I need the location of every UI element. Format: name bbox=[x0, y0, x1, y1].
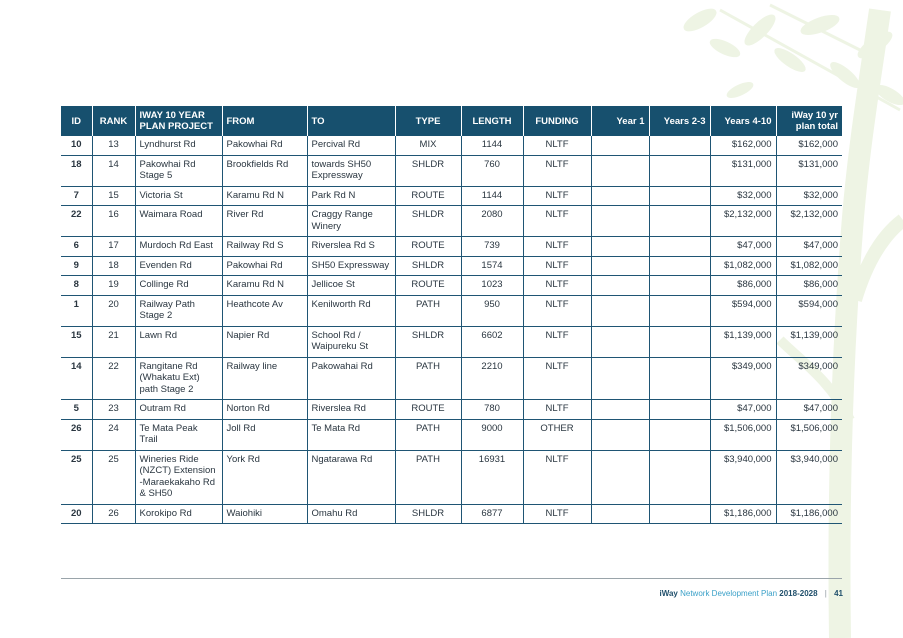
col-header-years-2-3: Years 2-3 bbox=[649, 106, 710, 136]
cell-year-1 bbox=[591, 206, 649, 237]
project-table bbox=[61, 106, 842, 524]
table-row bbox=[61, 206, 842, 237]
table-row bbox=[61, 237, 842, 257]
cell-funding: NLTF bbox=[523, 276, 591, 296]
cell-to: Percival Rd bbox=[307, 136, 395, 155]
cell-funding: NLTF bbox=[523, 136, 591, 155]
cell-project: Wineries Ride (NZCT) Extension -Maraekakaho Rd & SH50 bbox=[135, 450, 222, 504]
table-row bbox=[61, 155, 842, 186]
cell-year-1 bbox=[591, 237, 649, 257]
cell-funding: NLTF bbox=[523, 450, 591, 504]
cell-id: 18 bbox=[61, 155, 92, 186]
cell-id: 14 bbox=[61, 357, 92, 400]
cell-years-4-10: $1,186,000 bbox=[710, 504, 776, 524]
cell-plan-total: $131,000 bbox=[776, 155, 842, 186]
cell-years-4-10: $86,000 bbox=[710, 276, 776, 296]
cell-rank: 23 bbox=[92, 400, 135, 420]
cell-year-1 bbox=[591, 186, 649, 206]
cell-id: 1 bbox=[61, 295, 92, 326]
cell-to: Riverslea Rd bbox=[307, 400, 395, 420]
cell-years-2-3 bbox=[649, 419, 710, 450]
cell-year-1 bbox=[591, 276, 649, 296]
cell-to: SH50 Expressway bbox=[307, 256, 395, 276]
cell-length: 9000 bbox=[461, 419, 523, 450]
cell-length: 1574 bbox=[461, 256, 523, 276]
cell-funding: NLTF bbox=[523, 504, 591, 524]
table-body bbox=[61, 136, 842, 524]
cell-years-4-10: $162,000 bbox=[710, 136, 776, 155]
col-header-project: IWAY 10 YEAR PLAN PROJECT bbox=[135, 106, 222, 136]
cell-to: Ngatarawa Rd bbox=[307, 450, 395, 504]
table-row bbox=[61, 256, 842, 276]
cell-id: 6 bbox=[61, 237, 92, 257]
cell-to: Park Rd N bbox=[307, 186, 395, 206]
cell-length: 1144 bbox=[461, 186, 523, 206]
col-header-length: LENGTH bbox=[461, 106, 523, 136]
cell-rank: 26 bbox=[92, 504, 135, 524]
cell-years-2-3 bbox=[649, 206, 710, 237]
cell-project: Pakowhai Rd Stage 5 bbox=[135, 155, 222, 186]
cell-length: 6877 bbox=[461, 504, 523, 524]
page-number: 41 bbox=[834, 589, 843, 598]
cell-project: Collinge Rd bbox=[135, 276, 222, 296]
cell-years-4-10: $32,000 bbox=[710, 186, 776, 206]
cell-type: ROUTE bbox=[395, 186, 461, 206]
cell-id: 5 bbox=[61, 400, 92, 420]
cell-type: ROUTE bbox=[395, 276, 461, 296]
cell-rank: 18 bbox=[92, 256, 135, 276]
cell-length: 1144 bbox=[461, 136, 523, 155]
cell-type: PATH bbox=[395, 450, 461, 504]
cell-length: 780 bbox=[461, 400, 523, 420]
cell-from: Heathcote Av bbox=[222, 295, 307, 326]
cell-to: Pakowahai Rd bbox=[307, 357, 395, 400]
cell-from: Karamu Rd N bbox=[222, 186, 307, 206]
cell-year-1 bbox=[591, 357, 649, 400]
cell-years-2-3 bbox=[649, 450, 710, 504]
cell-to: towards SH50 Expressway bbox=[307, 155, 395, 186]
cell-project: Outram Rd bbox=[135, 400, 222, 420]
table-row bbox=[61, 504, 842, 524]
table-row bbox=[61, 276, 842, 296]
footer-separator: | bbox=[824, 589, 827, 598]
cell-rank: 13 bbox=[92, 136, 135, 155]
cell-project: Korokipo Rd bbox=[135, 504, 222, 524]
cell-plan-total: $47,000 bbox=[776, 237, 842, 257]
cell-years-2-3 bbox=[649, 237, 710, 257]
cell-project: Rangitane Rd (Whakatu Ext) path Stage 2 bbox=[135, 357, 222, 400]
table-row bbox=[61, 450, 842, 504]
cell-to: Riverslea Rd S bbox=[307, 237, 395, 257]
cell-rank: 19 bbox=[92, 276, 135, 296]
cell-from: Railway line bbox=[222, 357, 307, 400]
cell-from: Brookfields Rd bbox=[222, 155, 307, 186]
col-header-type: TYPE bbox=[395, 106, 461, 136]
cell-length: 2080 bbox=[461, 206, 523, 237]
cell-plan-total: $2,132,000 bbox=[776, 206, 842, 237]
cell-rank: 14 bbox=[92, 155, 135, 186]
cell-type: SHLDR bbox=[395, 206, 461, 237]
cell-plan-total: $32,000 bbox=[776, 186, 842, 206]
cell-years-4-10: $47,000 bbox=[710, 400, 776, 420]
cell-plan-total: $1,186,000 bbox=[776, 504, 842, 524]
cell-to: Te Mata Rd bbox=[307, 419, 395, 450]
cell-years-4-10: $47,000 bbox=[710, 237, 776, 257]
cell-id: 10 bbox=[61, 136, 92, 155]
cell-years-2-3 bbox=[649, 400, 710, 420]
cell-plan-total: $86,000 bbox=[776, 276, 842, 296]
cell-from: Karamu Rd N bbox=[222, 276, 307, 296]
cell-plan-total: $162,000 bbox=[776, 136, 842, 155]
cell-project: Waimara Road bbox=[135, 206, 222, 237]
cell-year-1 bbox=[591, 295, 649, 326]
cell-id: 25 bbox=[61, 450, 92, 504]
cell-rank: 17 bbox=[92, 237, 135, 257]
cell-from: Pakowhai Rd bbox=[222, 136, 307, 155]
cell-years-4-10: $594,000 bbox=[710, 295, 776, 326]
cell-year-1 bbox=[591, 400, 649, 420]
cell-length: 739 bbox=[461, 237, 523, 257]
cell-to: School Rd / Waipureku St bbox=[307, 326, 395, 357]
cell-year-1 bbox=[591, 450, 649, 504]
cell-plan-total: $47,000 bbox=[776, 400, 842, 420]
footer-years: 2018-2028 bbox=[779, 589, 818, 598]
cell-length: 1023 bbox=[461, 276, 523, 296]
footer-divider bbox=[61, 578, 842, 579]
cell-length: 950 bbox=[461, 295, 523, 326]
cell-id: 20 bbox=[61, 504, 92, 524]
cell-plan-total: $349,000 bbox=[776, 357, 842, 400]
table-header-row bbox=[61, 106, 842, 136]
table-row bbox=[61, 326, 842, 357]
cell-rank: 22 bbox=[92, 357, 135, 400]
cell-to: Jellicoe St bbox=[307, 276, 395, 296]
cell-id: 26 bbox=[61, 419, 92, 450]
cell-years-2-3 bbox=[649, 186, 710, 206]
cell-years-2-3 bbox=[649, 256, 710, 276]
col-header-to: TO bbox=[307, 106, 395, 136]
cell-type: SHLDR bbox=[395, 155, 461, 186]
footer-brand: iWay bbox=[659, 589, 678, 598]
cell-project: Evenden Rd bbox=[135, 256, 222, 276]
cell-years-2-3 bbox=[649, 326, 710, 357]
cell-id: 7 bbox=[61, 186, 92, 206]
cell-length: 16931 bbox=[461, 450, 523, 504]
cell-plan-total: $3,940,000 bbox=[776, 450, 842, 504]
cell-years-4-10: $1,139,000 bbox=[710, 326, 776, 357]
cell-from: York Rd bbox=[222, 450, 307, 504]
cell-type: MIX bbox=[395, 136, 461, 155]
cell-years-4-10: $1,506,000 bbox=[710, 419, 776, 450]
cell-project: Lawn Rd bbox=[135, 326, 222, 357]
cell-from: Napier Rd bbox=[222, 326, 307, 357]
cell-id: 8 bbox=[61, 276, 92, 296]
cell-type: PATH bbox=[395, 357, 461, 400]
cell-year-1 bbox=[591, 419, 649, 450]
cell-years-2-3 bbox=[649, 155, 710, 186]
table-row bbox=[61, 136, 842, 155]
cell-years-2-3 bbox=[649, 276, 710, 296]
cell-to: Omahu Rd bbox=[307, 504, 395, 524]
cell-id: 9 bbox=[61, 256, 92, 276]
cell-funding: NLTF bbox=[523, 295, 591, 326]
footer-doc-title: Network Development Plan bbox=[680, 589, 778, 598]
table-row bbox=[61, 186, 842, 206]
cell-from: Waiohiki bbox=[222, 504, 307, 524]
cell-years-2-3 bbox=[649, 136, 710, 155]
cell-type: SHLDR bbox=[395, 326, 461, 357]
cell-plan-total: $594,000 bbox=[776, 295, 842, 326]
col-header-id: ID bbox=[61, 106, 92, 136]
cell-years-4-10: $349,000 bbox=[710, 357, 776, 400]
cell-funding: NLTF bbox=[523, 155, 591, 186]
cell-project: Railway Path Stage 2 bbox=[135, 295, 222, 326]
cell-plan-total: $1,082,000 bbox=[776, 256, 842, 276]
cell-funding: OTHER bbox=[523, 419, 591, 450]
cell-type: SHLDR bbox=[395, 504, 461, 524]
cell-project: Murdoch Rd East bbox=[135, 237, 222, 257]
cell-year-1 bbox=[591, 256, 649, 276]
cell-from: Railway Rd S bbox=[222, 237, 307, 257]
cell-rank: 15 bbox=[92, 186, 135, 206]
table-row bbox=[61, 419, 842, 450]
page-footer bbox=[660, 589, 844, 598]
cell-plan-total: $1,506,000 bbox=[776, 419, 842, 450]
cell-funding: NLTF bbox=[523, 256, 591, 276]
cell-from: River Rd bbox=[222, 206, 307, 237]
cell-rank: 21 bbox=[92, 326, 135, 357]
col-header-years-4-10: Years 4-10 bbox=[710, 106, 776, 136]
table-row bbox=[61, 357, 842, 400]
col-header-from: FROM bbox=[222, 106, 307, 136]
cell-project: Lyndhurst Rd bbox=[135, 136, 222, 155]
cell-length: 2210 bbox=[461, 357, 523, 400]
cell-funding: NLTF bbox=[523, 400, 591, 420]
table-row bbox=[61, 400, 842, 420]
cell-type: ROUTE bbox=[395, 400, 461, 420]
cell-funding: NLTF bbox=[523, 357, 591, 400]
cell-years-4-10: $2,132,000 bbox=[710, 206, 776, 237]
cell-project: Te Mata Peak Trail bbox=[135, 419, 222, 450]
cell-plan-total: $1,139,000 bbox=[776, 326, 842, 357]
cell-rank: 16 bbox=[92, 206, 135, 237]
cell-to: Kenilworth Rd bbox=[307, 295, 395, 326]
cell-id: 15 bbox=[61, 326, 92, 357]
cell-year-1 bbox=[591, 136, 649, 155]
cell-funding: NLTF bbox=[523, 237, 591, 257]
cell-length: 6602 bbox=[461, 326, 523, 357]
cell-year-1 bbox=[591, 504, 649, 524]
col-header-year-1: Year 1 bbox=[591, 106, 649, 136]
col-header-rank: RANK bbox=[92, 106, 135, 136]
cell-years-4-10: $3,940,000 bbox=[710, 450, 776, 504]
cell-length: 760 bbox=[461, 155, 523, 186]
cell-to: Craggy Range Winery bbox=[307, 206, 395, 237]
cell-rank: 24 bbox=[92, 419, 135, 450]
cell-funding: NLTF bbox=[523, 326, 591, 357]
cell-type: PATH bbox=[395, 419, 461, 450]
cell-funding: NLTF bbox=[523, 206, 591, 237]
cell-years-4-10: $131,000 bbox=[710, 155, 776, 186]
cell-years-2-3 bbox=[649, 295, 710, 326]
cell-from: Pakowhai Rd bbox=[222, 256, 307, 276]
cell-type: PATH bbox=[395, 295, 461, 326]
cell-years-2-3 bbox=[649, 504, 710, 524]
cell-years-2-3 bbox=[649, 357, 710, 400]
cell-year-1 bbox=[591, 155, 649, 186]
cell-type: ROUTE bbox=[395, 237, 461, 257]
cell-from: Joll Rd bbox=[222, 419, 307, 450]
cell-funding: NLTF bbox=[523, 186, 591, 206]
cell-project: Victoria St bbox=[135, 186, 222, 206]
cell-type: SHLDR bbox=[395, 256, 461, 276]
table-row bbox=[61, 295, 842, 326]
cell-years-4-10: $1,082,000 bbox=[710, 256, 776, 276]
cell-year-1 bbox=[591, 326, 649, 357]
cell-rank: 25 bbox=[92, 450, 135, 504]
cell-rank: 20 bbox=[92, 295, 135, 326]
cell-from: Norton Rd bbox=[222, 400, 307, 420]
col-header-funding: FUNDING bbox=[523, 106, 591, 136]
col-header-plan-total: iWay 10 yr plan total bbox=[776, 106, 842, 136]
cell-id: 22 bbox=[61, 206, 92, 237]
